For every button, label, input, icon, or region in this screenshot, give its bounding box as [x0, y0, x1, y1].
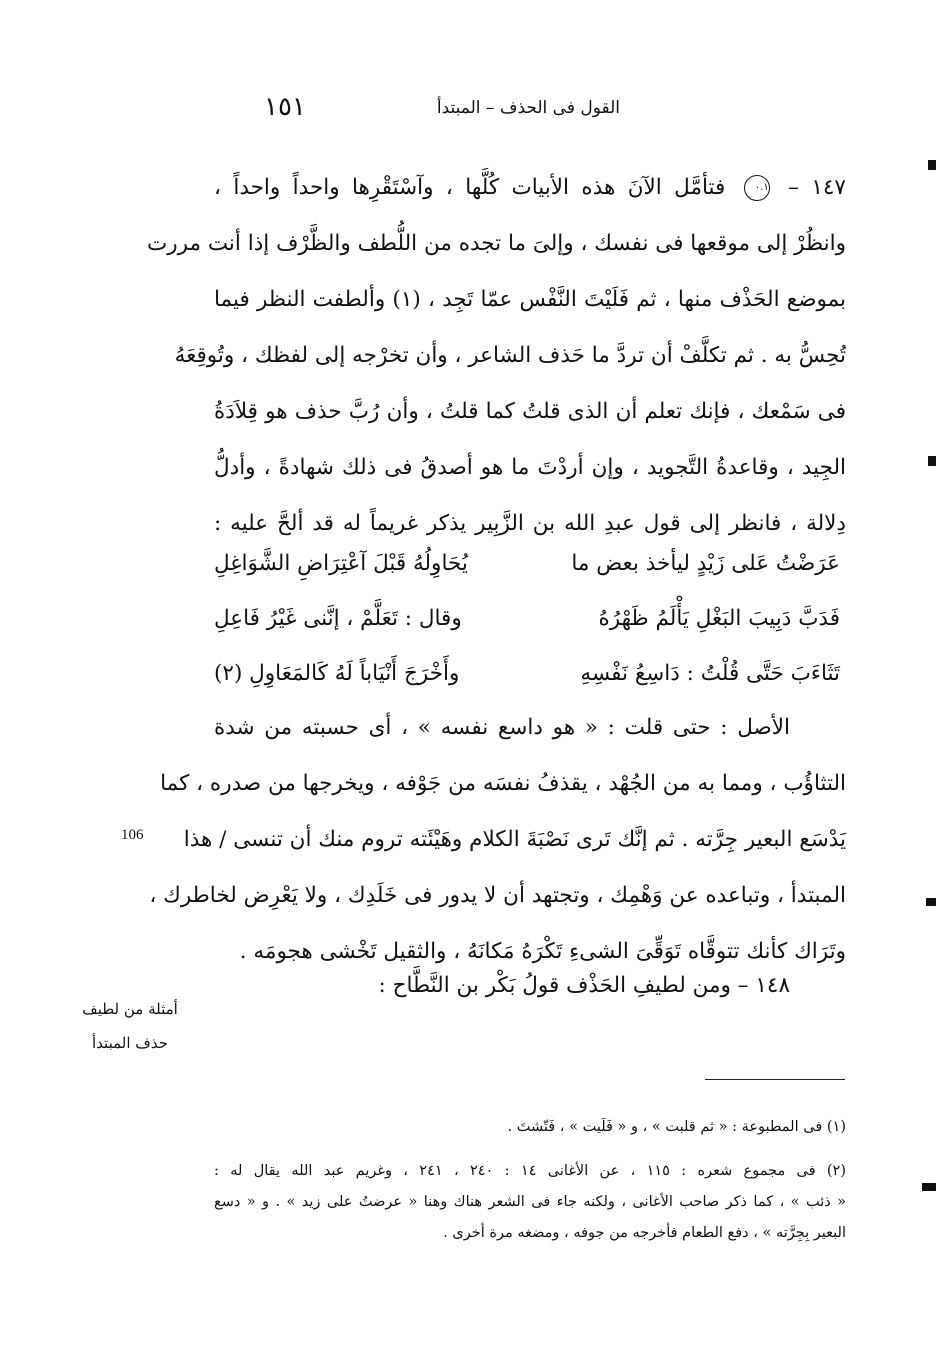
paragraph-line: ١٤٧ – ٠.١ فتأمَّل الآنَ هذه الأبيات كُلَّها ، وآسْتَقْرِها واحداً واحداً ، [214, 175, 846, 200]
verse-row [214, 591, 846, 646]
footnote-2 [214, 1156, 846, 1249]
side-note-line: حذف المبتدأ [92, 1034, 168, 1052]
footnote-1: (١) فى المطبوعة : « ثم قلبت » ، و « فَلَيت » ، فَتّشتَ . [507, 1119, 846, 1135]
verse-first-half: عَرَضْتُ عَلى زَيْدٍ ليأخذ بعض ما [571, 551, 840, 576]
paragraph-line: التثاؤُب ، ومما به من الجُهْد ، يقذفُ نفسَه من جَوْفه ، ويخرجها من صدره ، كما [160, 771, 846, 796]
scan-edge-mark [926, 898, 936, 906]
poem-verses [214, 536, 846, 701]
original-page-reference: 106 [121, 827, 144, 843]
page-number: ١٥١ [264, 92, 306, 122]
verse-row [214, 646, 846, 701]
footnote-line: (٢) فى مجموع شعره : ١١٥ ، عن الأغانى ١٤ : ٢٤٠ ، ٢٤١ ، وغريم عبد الله يقال له : [214, 1163, 846, 1179]
margin-side-note [60, 992, 200, 1060]
verse-first-half: فَدَبَّ دَبِيبَ البَغْلِ يَأْلَمُ ظَهْرُهُ [598, 606, 840, 631]
paragraph-line: يَدْسَع البعير جِرَّته . ثم إنَّك تَرى نَصْبَةَ الكلام وهَيْئَته تروم منك أن تنسى / هذا [183, 827, 846, 852]
footnote-separator [705, 1079, 845, 1080]
page-header [250, 92, 630, 128]
scan-edge-mark [928, 160, 936, 170]
paragraph-line: تُحِسُّ به . ثم تكلَّفْ أن تردَّ ما حَذف الشاعر ، وأن تخرْجه إلى لفظك ، وتُوقِعَهُ [174, 343, 846, 368]
paragraph-number: ١٤٧ – [788, 175, 846, 200]
paragraph-line: فى سَمْعك ، فإنك تعلم أن الذى قلتُ كما قلتُ ، وأن رُبَّ حذف هو قِلاَدَةُ [214, 399, 846, 424]
paragraph-asl [149, 700, 846, 980]
footnote-line: البعير بِجِرَّته » ، دفع الطعام فأخرجه من جوفه ، ومضغه مرة أخرى . [443, 1225, 846, 1241]
running-head: القول فى الحذف – المبتدأ [436, 98, 620, 118]
paragraph-line: دِلالة ، فانظر إلى قول عبدِ الله بن الزَّبِير يذكر غريماً له قد ألحَّ عليه : [214, 511, 847, 536]
paragraph-line: وانظُرْ إلى موقعها فى نفسك ، وإلىَ ما تجده من اللُّطف والظَّرْف إذا أنت مررت [146, 231, 846, 256]
verse-row [214, 536, 846, 591]
scan-edge-mark [928, 456, 936, 466]
source-marker: ٠.١ [744, 175, 770, 201]
verse-second-half: وأَخْرَجَ أَنْيَاباً لَهُ كَالمَعَاوِلِ (٢) [214, 661, 460, 686]
footnote-line: « ذئب » ، كما ذكر صاحب الأغانى ، ولكنه جاء فى الشعر هناك وهنا « عرضتُ على زيد » . و « دسع [214, 1194, 846, 1210]
verse-second-half: يُحَاوِلُهُ قَبْلَ آعْتِرَاضِ الشَّوَاغِلِ [214, 551, 468, 576]
paragraph-line: وتَرَاك كأنك تتوقَّاه تَوَقِّىَ الشىءِ تَكْرَهُ مَكانَهُ ، والثقيل تَخْشى هجومَه . [239, 939, 846, 964]
paragraph-line: الأصل : حتى قلت : « هو داسع نفسه » ، أى حسبته من شدة [214, 715, 790, 740]
verse-second-half: وقال : تَعَلَّمْ ، إنَّنى غَيْرُ فَاعِلِ [214, 606, 462, 631]
paragraph-147 [146, 160, 847, 552]
paragraph-line: بموضع الحَذْف منها ، ثم فَلَيْتَ النَّفْس عمّا تَجِد ، (١) وألطفت النظر فيما [214, 287, 846, 312]
side-note-line: أمثلة من لطيف [82, 1000, 178, 1018]
paragraph-148: ١٤٨ – ومن لطيفِ الحَذْف قولُ بَكْر بن النَّطَّاح : [378, 973, 790, 998]
scan-edge-mark [922, 1183, 936, 1191]
paragraph-line: المبتدأ ، وتباعده عن وَهْمِك ، وتجتهد أن لا يدور فى خَلَدِك ، ولا يَعْرِض لخاطرك ، [149, 883, 846, 908]
paragraph-line: الجِيد ، وقاعدةُ التَّجويد ، وإن أردْتَ ما هو أصدقُ فى ذلك شهادةً ، وأدلُّ [214, 455, 846, 480]
verse-first-half: تَثَاءَبَ حَتَّى قُلْتُ : دَاسِعُ نَفْسِهِ [580, 661, 840, 686]
